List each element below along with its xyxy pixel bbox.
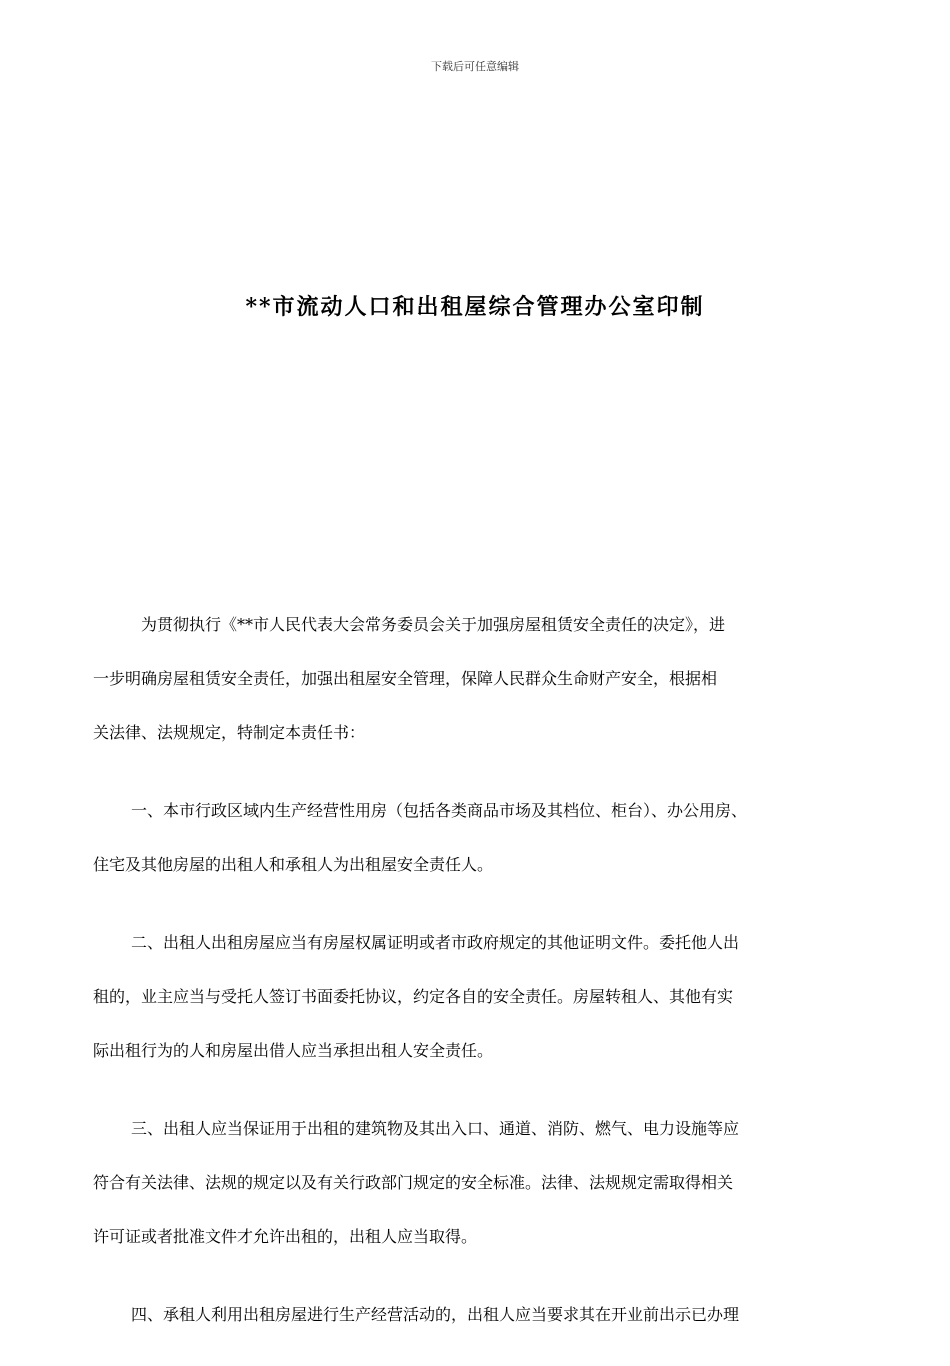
document-body: [93, 598, 865, 1366]
paragraph-line: 一、本市行政区域内生产经营性用房（包括各类商品市场及其档位、柜台）、办公用房、: [131, 801, 748, 820]
paragraph-clause-4: [93, 1288, 865, 1342]
paragraph-line: 二、出租人出租房屋应当有房屋权属证明或者市政府规定的其他证明文件。委托他人出: [131, 933, 740, 952]
paragraph-line: 关法律、法规规定，特制定本责任书：: [93, 723, 366, 742]
paragraph-line: 租的，业主应当与受托人签订书面委托协议，约定各自的安全责任。房屋转租人、其他有实: [93, 987, 734, 1006]
paragraph-clause-1: [93, 784, 865, 892]
paragraph-line: 许可证或者批准文件才允许出租的，出租人应当取得。: [93, 1227, 478, 1246]
paragraph-line: 住宅及其他房屋的出租人和承租人为出租屋安全责任人。: [93, 855, 494, 874]
paragraph-line: 符合有关法律、法规的规定以及有关行政部门规定的安全标准。法律、法规规定需取得相关: [93, 1173, 734, 1192]
paragraph-clause-2: [93, 916, 865, 1078]
document-title: **市流动人口和出租屋综合管理办公室印制: [245, 294, 705, 320]
paragraph-line: 三、出租人应当保证用于出租的建筑物及其出入口、通道、消防、燃气、电力设施等应: [131, 1119, 740, 1138]
header-note: 下载后可任意编辑: [431, 60, 519, 73]
paragraph-line: 为贯彻执行《**市人民代表大会常务委员会关于加强房屋租赁安全责任的决定》，进: [141, 615, 726, 634]
paragraph-clause-3: [93, 1102, 865, 1264]
paragraph-preamble: [93, 598, 865, 760]
paragraph-line: 一步明确房屋租赁安全责任，加强出租屋安全管理，保障人民群众生命财产安全，根据相: [93, 669, 718, 688]
paragraph-line: 际出租行为的人和房屋出借人应当承担出租人安全责任。: [93, 1041, 494, 1060]
paragraph-line: 四、承租人利用出租房屋进行生产经营活动的，出租人应当要求其在开业前出示已办理: [131, 1305, 740, 1324]
